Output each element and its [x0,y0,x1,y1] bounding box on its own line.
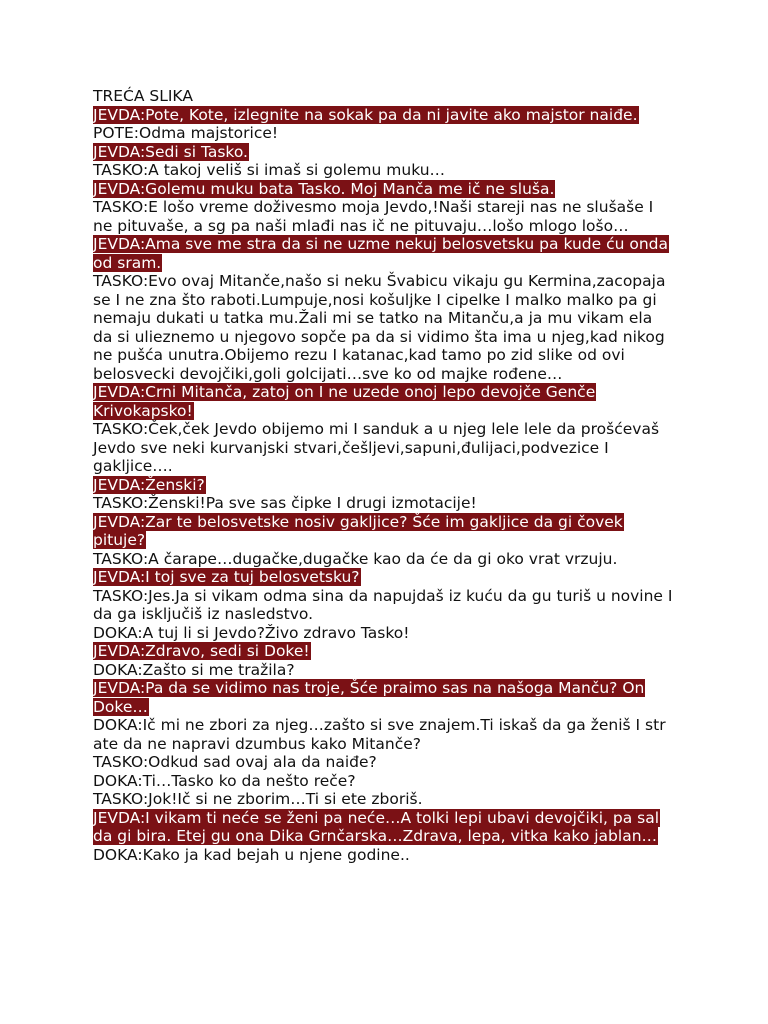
highlighted-line-text: JEVDA:I toj sve za tuj belosvetsku? [93,568,360,586]
document-page [93,87,673,864]
dialogue-line [93,383,673,420]
dialogue-line [93,587,673,624]
dialogue-line [93,513,673,550]
highlighted-line-text: JEVDA:Pa da se vidimo nas troje, Šće praimo sas na našoga Manču? On Doke… [93,679,645,716]
dialogue [93,106,673,865]
dialogue-line [93,124,673,143]
line-text: DOKA:Ič mi ne zbori za njeg…zašto si sve znajem.Ti iskaš da ga ženiš I str ate da ne napravi dzumbus kako Mitanče? [93,716,666,753]
dialogue-line [93,716,673,753]
dialogue-line [93,476,673,495]
highlighted-line-text: JEVDA:Zdravo, sedi si Doke! [93,642,310,660]
line-text: TASKO:Jok!Ič si ne zborim…Ti si ete zboriš. [93,790,423,808]
line-text: TASKO:A takoj veliš si imaš si golemu muku… [93,161,446,179]
highlighted-line-text: JEVDA:Zar te belosvetske nosiv gakljice? Šće im gakljice da gi čovek pituje? [93,512,623,549]
line-text: TASKO:Ček,ček Jevdo obijemo mi I sanduk a u njeg lele lele da prošćevaš Jevdo sve neki kurvanjski stvari,češljevi,sapuni,đulijaci,podvezice I gakljice…. [93,420,660,475]
dialogue-line [93,624,673,643]
line-text: DOKA:Ti…Tasko ko da nešto reče? [93,771,356,790]
dialogue-line [93,106,673,125]
line-text: TASKO:Evo ovaj Mitanče,našo si neku Švabicu vikaju gu Kermina,zacopaja se I ne zna što raboti.Lumpuje,nosi košuljke I cipelke I malko malko pa gi nemaju dukati u tatka mu.Žali mi se tatko na Mitanču,a ja mu vikam ela da si ulieznemo u njegovo sopče pa da si vidimo šta ima u njeg,kad nikog ne pušća unutra.Obijemo rezu I katanac,kad tamo po zid slike od ovi belosvecki devojčiki,goli golcijati…sve ko od majke rođene… [93,272,666,383]
highlighted-line-text: JEVDA:Crni Mitanča, zatoj on I ne uzede onoj lepo devojče Genče Krivokapsko! [93,383,596,420]
line-text: TASKO:Ženski!Pa sve sas čipke I drugi izmotacije! [93,494,477,512]
line-text: TASKO:Odkud sad ovaj ala da naiđe? [93,753,377,771]
dialogue-line [93,180,673,199]
line-text: TASKO:E lošo vreme doživesmo moja Jevdo,!Naši stareji nas ne slušaše I ne pituvaše, a sg pa naši mlađi nas ič ne pituvaju…lošo mlogo lošo… [93,198,654,235]
scene-title: TREĆA SLIKA [93,87,193,105]
dialogue-line [93,161,673,180]
dialogue-line [93,642,673,661]
dialogue-line [93,198,673,235]
dialogue-line [93,235,673,272]
dialogue-line [93,420,673,476]
dialogue-line [93,790,673,809]
dialogue-line [93,494,673,513]
dialogue-line [93,846,673,865]
line-text: DOKA:Zašto si me tražila? [93,660,295,679]
line-text: TASKO:Jes.Ja si vikam odma sina da napujdaš iz kuću da gu turiš u novine I da ga isključiš iz nasledstvo. [93,586,673,623]
line-text: DOKA:Kako ja kad bejah u njene godine.. [93,845,410,864]
highlighted-line-text: JEVDA:Golemu muku bata Tasko. Moj Manča me ič ne sluša. [93,179,555,198]
dialogue-line [93,568,673,587]
dialogue-line [93,661,673,680]
dialogue-line [93,809,673,846]
dialogue-line [93,143,673,162]
line-text: TASKO:A čarape…dugačke,dugačke kao da će da gi oko vrat vrzuju. [93,549,618,568]
line-text: POTE:Odma majstorice! [93,124,279,142]
dialogue-line [93,753,673,772]
dialogue-line [93,772,673,791]
dialogue-line [93,272,673,383]
dialogue-line [93,550,673,569]
highlighted-line-text: JEVDA:Ama sve me stra da si ne uzme nekuj belosvetsku pa kude ću onda od sram. [93,235,668,272]
dialogue-line [93,679,673,716]
highlighted-line-text: JEVDA:I vikam ti neće se ženi pa neće…A tolki lepi ubavi devojčiki, pa sal da gi bira. Etej gu ona Dika Grnčarska…Zdrava, lepa, vitka kako jablan… [93,808,660,845]
highlighted-line-text: JEVDA:Pote, Kote, izlegnite na sokak pa da ni javite ako majstor naiđe. [93,105,638,124]
line-text: DOKA:A tuj li si Jevdo?Živo zdravo Tasko! [93,623,410,642]
highlighted-line-text: JEVDA:Sedi si Tasko. [93,142,248,161]
highlighted-line-text: JEVDA:Ženski? [93,475,205,494]
